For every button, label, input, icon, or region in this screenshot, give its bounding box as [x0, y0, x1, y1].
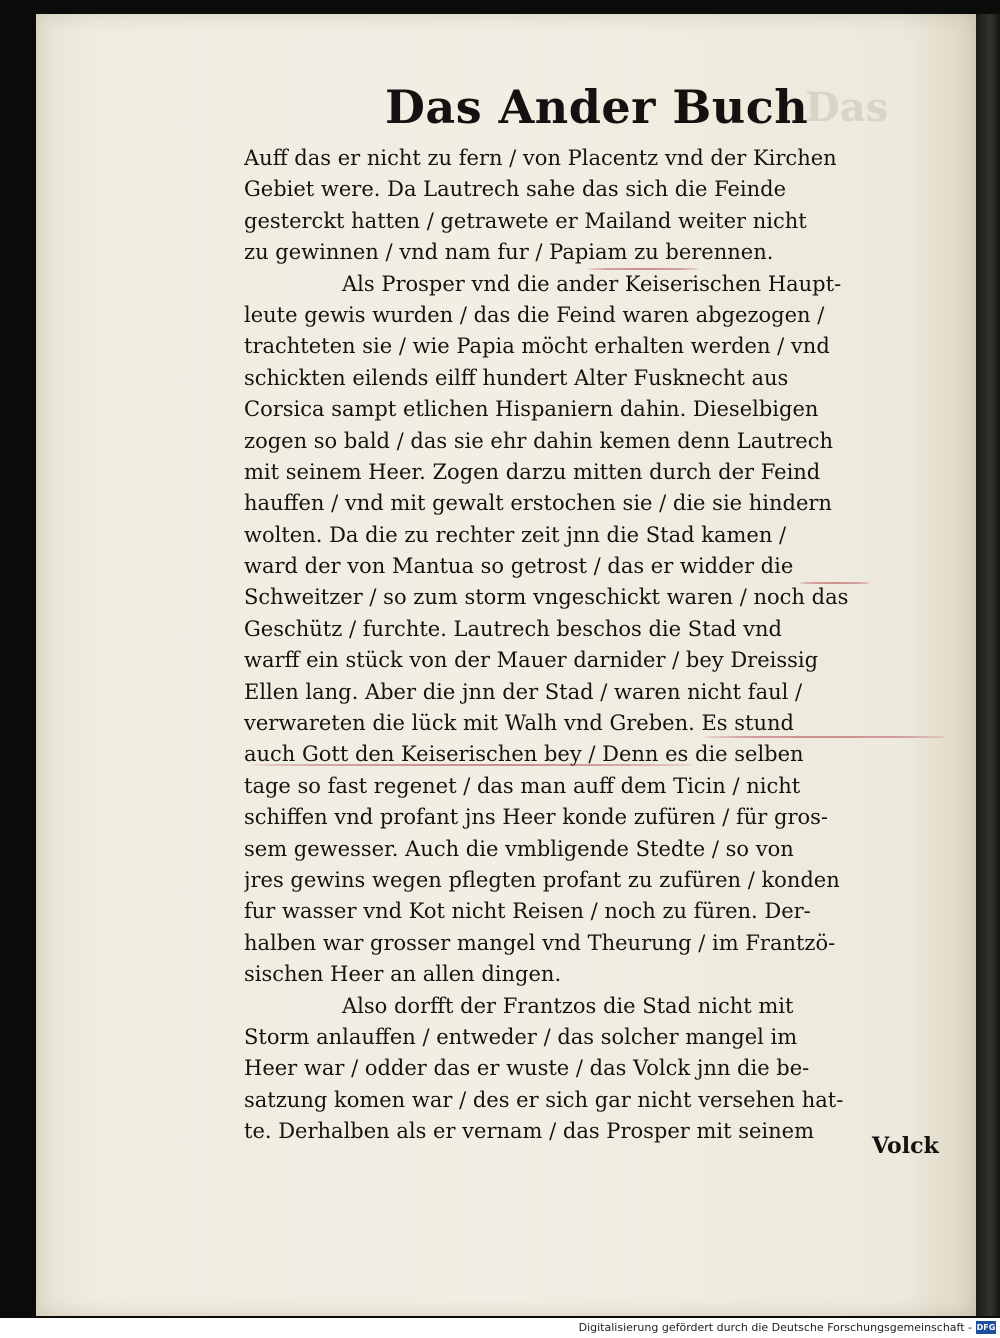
text-line: Heer war / odder das er wuste / das Volck jnn die be-: [244, 1056, 810, 1081]
text-line: sem gewesser. Auch die vmbligende Stedte / so von: [244, 836, 794, 861]
text-line: halben war grosser mangel vnd Theurung / im Frantzö-: [244, 930, 836, 955]
bleed-through-head: Das: [805, 84, 889, 131]
text-line: schickten eilends eilff hundert Alter Fusknecht aus: [244, 365, 789, 390]
text-line: Auff das er nicht zu fern / von Placentz vnd der Kirchen: [244, 146, 837, 170]
text-line: Gebiet were. Da Lautrech sahe das sich die Feinde: [244, 177, 787, 202]
text-line: fur wasser vnd Kot nicht Reisen / noch zu füren. Der-: [244, 899, 811, 924]
text-line: Corsica sampt etlichen Hispaniern dahin. Dieselbigen: [244, 397, 819, 422]
dfg-logo-icon: DFG: [976, 1323, 996, 1332]
text-line: wolten. Da die zu rechter zeit jnn die Stad kamen /: [244, 522, 787, 547]
text-line: Storm anlauffen / entweder / das solcher mangel im: [244, 1024, 798, 1049]
text-line: ward der von Mantua so getrost / das er widder die: [244, 554, 794, 579]
running-head: Das Ander Buch: [385, 80, 809, 134]
red-underline-mantua: [800, 582, 870, 584]
text-line: schiffen vnd profant jns Heer konde zufüren / für gros-: [244, 805, 829, 830]
text-line: Als Prosper vnd die ander Keiserischen Haupt-: [342, 271, 842, 296]
text-line: Also dorfft der Frantzos die Stad nicht mit: [342, 993, 794, 1018]
text-line: warff ein stück von der Mauer darnider / bey Dreissig: [244, 648, 819, 673]
text-line: gesterckt hatten / getrawete er Mailand weiter nicht: [244, 208, 807, 233]
text-line: Geschütz / furchte. Lautrech beschos die Stad vnd: [244, 616, 783, 641]
text-line: zogen so bald / das sie ehr dahin kemen denn Lautrech: [244, 428, 833, 453]
catchword: Volck: [872, 1133, 939, 1159]
text-line: hauffen / vnd mit gewalt erstochen sie / die sie hindern: [244, 491, 832, 516]
text-line: jres gewins wegen pflegten profant zu zufüren / konden: [244, 867, 840, 892]
text-line: mit seinem Heer. Zogen darzu mitten durch der Feind: [244, 459, 821, 484]
text-line: satzung komen war / des er sich gar nicht versehen hat-: [244, 1087, 844, 1112]
text-line: Ellen lang. Aber die jnn der Stad / waren nicht faul /: [244, 679, 803, 704]
body-text: [244, 143, 949, 1148]
funding-credit: Digitalisierung gefördert durch die Deutsche Forschungsgemeinschaft -: [578, 1321, 972, 1334]
text-line: leute gewis wurden / das die Feind waren abgezogen /: [244, 302, 825, 327]
text-line: verwareten die lück mit Walh vnd Greben. Es stund: [244, 711, 794, 736]
page-edge-shadow: [976, 14, 1000, 1316]
red-underline-gott: [252, 764, 692, 766]
text-line: trachteten sie / wie Papia möcht erhalten werden / vnd: [244, 334, 830, 359]
red-underline-papiam: [588, 268, 698, 270]
text-line: sischen Heer an allen dingen.: [244, 962, 562, 987]
text-line: auch Gott den Keiserischen bey / Denn es die selben: [244, 742, 804, 767]
footer-bar: [0, 1318, 1000, 1338]
text-line: zu gewinnen / vnd nam fur / Papiam zu berennen.: [244, 240, 774, 265]
red-underline-lueck: [705, 736, 945, 738]
text-line: Schweitzer / so zum storm vngeschickt waren / noch das: [244, 585, 849, 610]
text-line: tage so fast regenet / das man auff dem Ticin / nicht: [244, 773, 801, 798]
text-line: te. Derhalben als er vernam / das Prosper mit seinem: [244, 1119, 815, 1144]
